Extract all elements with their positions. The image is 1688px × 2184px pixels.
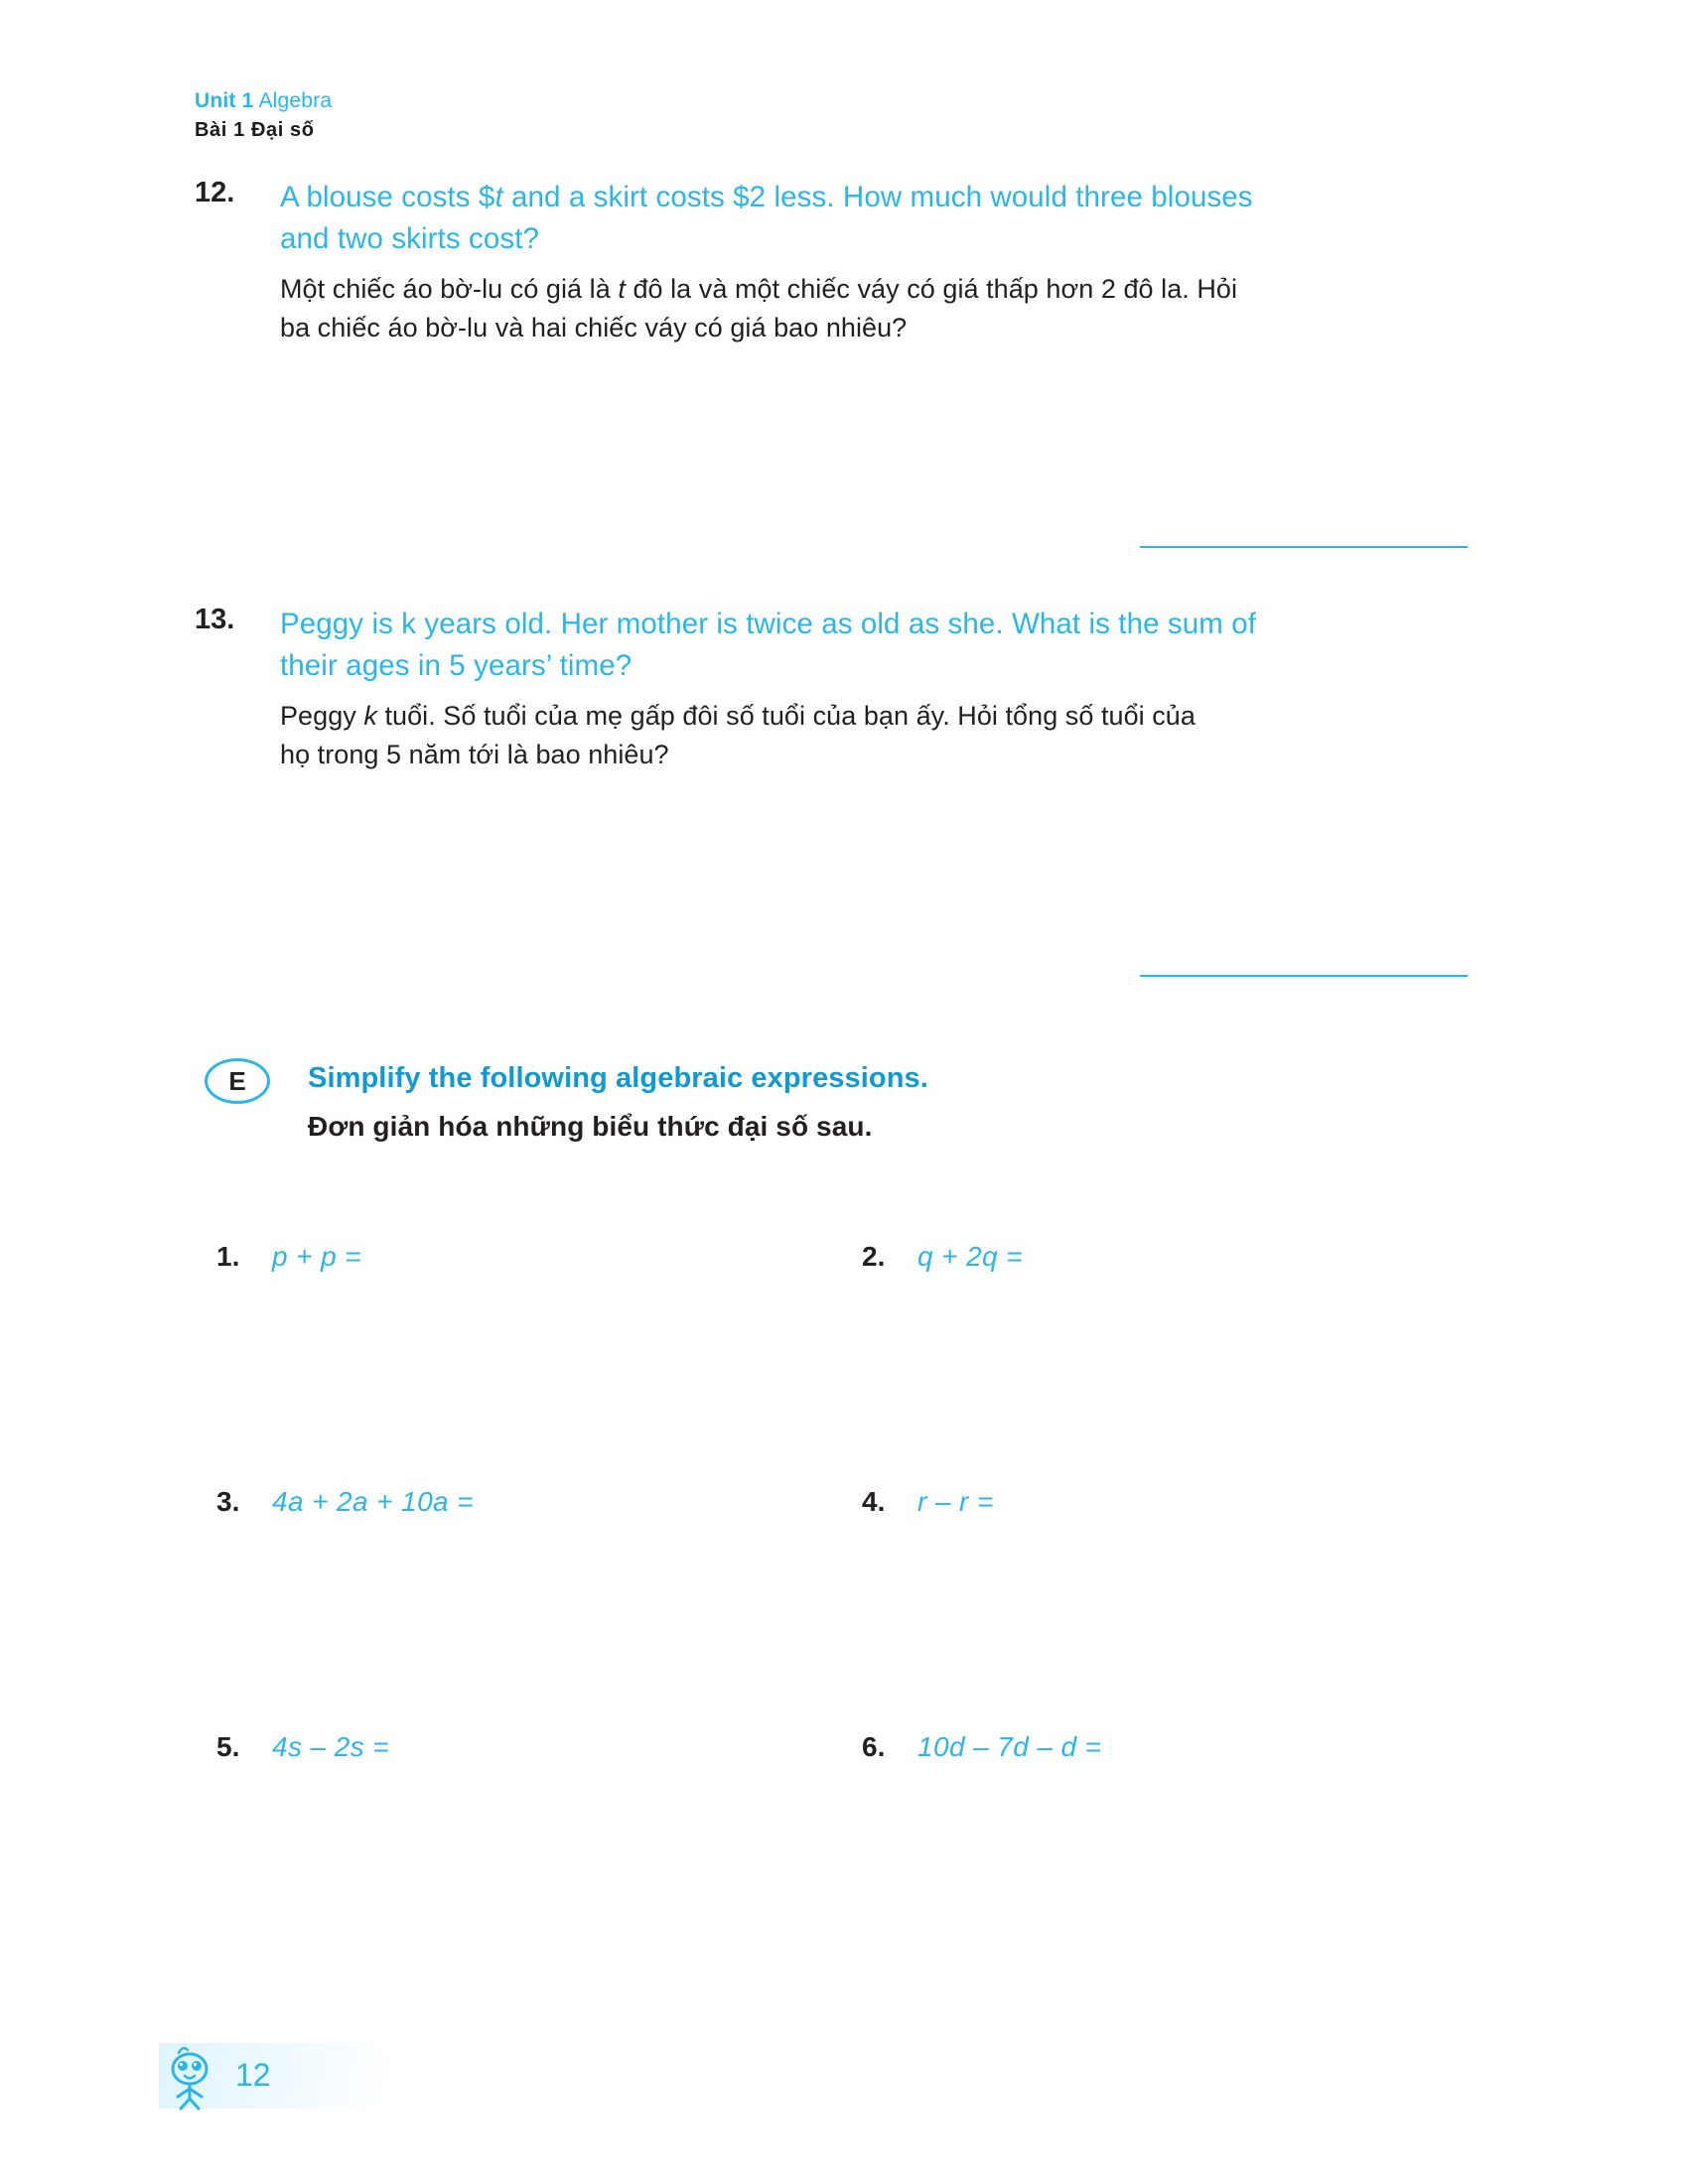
exercise-item-1 [216,1241,361,1273]
question-text-vi [280,697,1485,774]
exercise-number: 2. [862,1241,886,1272]
question-vi-line2: họ trong 5 năm tới là bao nhiêu? [280,739,669,769]
exercise-expression[interactable]: 4s – 2s = [272,1731,390,1762]
exercise-expression[interactable]: p + p = [272,1241,361,1272]
section-e-heading [195,1062,1485,1143]
exercise-item-2 [862,1241,1023,1273]
question-text-vi [280,270,1485,347]
exercise-item-3 [216,1486,474,1518]
header-unit-label: Unit 1 [195,89,254,112]
question-block-13 [195,604,1485,774]
question-vi-line1: Peggy k tuổi. Số tuổi của mẹ gấp đôi số tuổi của bạn ấy. Hỏi tổng số tuổi của [280,700,1196,731]
exercise-expression[interactable]: r – r = [917,1486,994,1517]
exercise-item-4 [862,1486,994,1518]
page-header [195,87,332,144]
exercise-number: 1. [216,1241,240,1272]
exercise-number: 4. [862,1486,886,1517]
exercise-expression[interactable]: q + 2q = [917,1241,1023,1272]
exercise-item-6 [862,1731,1101,1763]
question-en-line2: and two skirts cost? [280,221,540,255]
question-text-en [280,177,1485,260]
section-e-title-vi: Đơn giản hóa những biểu thức đại số sau. [308,1111,873,1142]
section-e-title-en: Simplify the following algebraic expressions. [308,1062,928,1094]
question-text-en [280,604,1485,687]
question-body [280,177,1485,347]
section-e-text [308,1062,1485,1143]
question-body [280,604,1485,774]
exercise-expression[interactable]: 4a + 2a + 10a = [272,1486,474,1517]
exercise-number: 3. [216,1486,240,1517]
header-unit-line [195,87,332,115]
question-number: 13. [195,604,235,635]
exercise-number: 5. [216,1731,240,1762]
question-en-line1: A blouse costs $t and a skirt costs $2 less. How much would three blouses [280,181,1253,213]
mascot-icon [159,2041,220,2113]
question-block-12 [195,177,1485,347]
page-footer [139,2015,397,2124]
question-en-line2: their ages in 5 years’ time? [280,648,633,682]
exercise-number: 6. [862,1731,886,1762]
question-number: 12. [195,177,235,208]
question-en-line1: Peggy is k years old. Her mother is twice as old as she. What is the sum of [280,608,1257,640]
page-number: 12 [235,2057,271,2093]
exercise-expression[interactable]: 10d – 7d – d = [917,1731,1102,1762]
question-vi-line1: Một chiếc áo bờ-lu có giá là t đô la và một chiếc váy có giá thấp hơn 2 đô la. Hỏi [280,273,1238,304]
answer-line-13[interactable] [1140,975,1468,977]
question-vi-line2: ba chiếc áo bờ-lu và hai chiếc váy có giá bao nhiêu? [280,312,908,342]
section-badge-e: E [205,1058,270,1104]
exercise-item-5 [216,1731,389,1763]
header-unit-vietnamese: Bài 1 Đại số [195,119,315,142]
answer-line-12[interactable] [1140,546,1468,548]
header-unit-topic: Algebra [258,89,333,112]
